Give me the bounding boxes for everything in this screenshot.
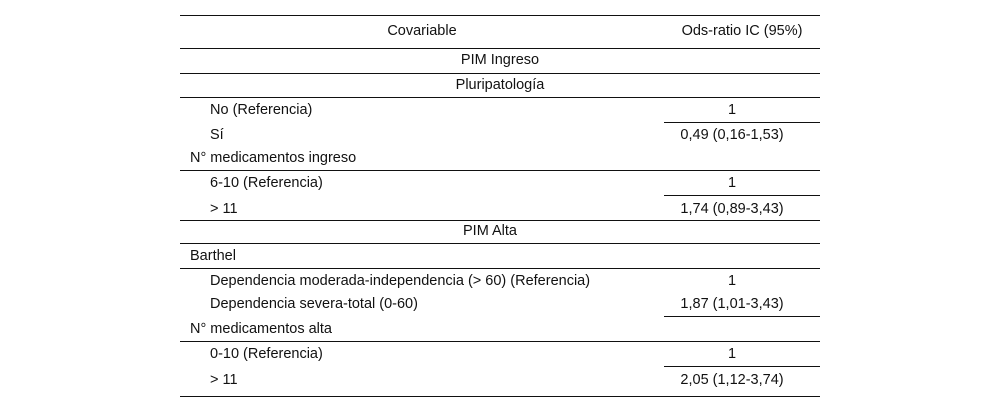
group-title-pluripatologia: Pluripatología <box>455 77 545 93</box>
row-value: 1 <box>727 346 737 362</box>
table-rule-group <box>180 268 820 269</box>
row-value: 0,49 (0,16-1,53) <box>680 127 784 143</box>
table-rule-group <box>180 97 820 98</box>
section-title-pim-alta: PIM Alta <box>463 223 517 239</box>
table-rule-top <box>180 15 820 16</box>
row-label: > 11 <box>210 201 238 217</box>
row-label: 0-10 (Referencia) <box>210 346 323 362</box>
table-rule-section <box>180 220 820 221</box>
group-title-barthel: Barthel <box>190 248 236 264</box>
row-label: Dependencia moderada-independencia (> 60) (Referencia) <box>210 273 591 289</box>
group-title-medicamentos-ingreso: N° medicamentos ingreso <box>190 150 357 166</box>
table-rule-group <box>180 243 820 244</box>
header-odds-ratio: Ods-ratio IC (95%) <box>681 23 803 39</box>
row-label: > 11 <box>210 372 238 388</box>
row-value: 2,05 (1,12-3,74) <box>680 372 784 388</box>
row-value: 1 <box>727 273 737 289</box>
row-value: 1 <box>727 175 737 191</box>
row-label: Sí <box>210 127 224 143</box>
row-value: 1 <box>727 102 737 118</box>
row-label: Dependencia severa-total (0-60) <box>210 296 418 312</box>
table-rule-value <box>664 122 820 123</box>
row-value: 1,74 (0,89-3,43) <box>680 201 784 217</box>
table-rule-group <box>180 170 820 171</box>
table-rule-section <box>180 73 820 74</box>
row-value: 1,87 (1,01-3,43) <box>680 296 784 312</box>
table-rule-value <box>664 366 820 367</box>
table-rule-group <box>180 341 820 342</box>
section-title-pim-ingreso: PIM Ingreso <box>460 52 540 68</box>
row-label: 6-10 (Referencia) <box>210 175 323 191</box>
table-rule-value <box>664 195 820 196</box>
header-covariable: Covariable <box>387 23 457 39</box>
table-rule-bottom <box>180 396 820 397</box>
table-rule-value <box>664 316 820 317</box>
row-label: No (Referencia) <box>210 102 313 118</box>
table-rule-header <box>180 48 820 49</box>
group-title-medicamentos-alta: N° medicamentos alta <box>190 321 332 337</box>
